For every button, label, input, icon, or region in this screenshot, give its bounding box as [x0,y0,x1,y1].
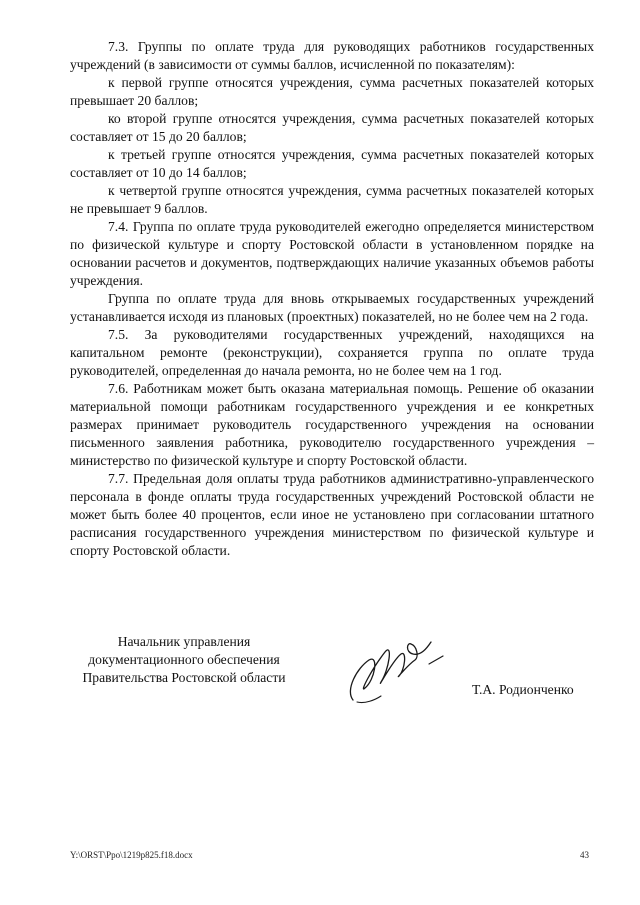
paragraph-7-7: 7.7. Предельная доля оплаты труда работников административно-управленческого персонала в фонде оплаты труда государственных учреждений Ростовской области не может быть более 40 процентов, если иное не установлено при согласовании штатного расписания государственного учреждения министерством по физической культуре и спорту Ростовской области. [70,471,594,558]
document-body [70,38,594,560]
paragraph-7-3-group-3: к третьей группе относятся учреждения, сумма расчетных показателей которых составляет от 10 до 14 баллов; [70,147,594,180]
paragraph-7-5: 7.5. За руководителями государственных учреждений, находящихся на капитальном ремонте (реконструкции), сохраняется группа по оплате труда руководителей, определенная до начала ремонта, но не более чем на 1 год. [70,327,594,378]
signatory-position [68,633,300,687]
paragraph-7-6: 7.6. Работникам может быть оказана материальная помощь. Решение об оказании материальной помощи работникам государственного учреждения и ее конкретных размерах принимает руководитель государственного учреждения на основании письменного заявления работника, руководителю государственного учреждения – министерство по физической культуре и спорту Ростовской области. [70,381,594,468]
paragraph-7-3-group-2: ко второй группе относятся учреждения, сумма расчетных показателей которых составляет от 15 до 20 баллов; [70,111,594,144]
signatory-position-line: Правительства Ростовской области [82,670,286,685]
footer-file-path: Y:\ORST\Ppo\1219p825.f18.docx [70,850,193,860]
paragraph-7-4: 7.4. Группа по оплате труда руководителей ежегодно определяется министерством по физической культуре и спорту Ростовской области в установленном порядке на основании расчетов и документов, подтверждающих наличие указанных объемов работы учреждения. [70,219,594,288]
signatory-position-line: Начальник управления [117,634,251,649]
paragraph-7-3-group-4: к четвертой группе относятся учреждения, сумма расчетных показателей которых не превышает 9 баллов. [70,183,594,216]
paragraph-7-4-new: Группа по оплате труда для вновь открываемых государственных учреждений устанавливается исходя из плановых (проектных) показателей, но не более чем на 2 года. [70,291,594,324]
handwritten-signature [335,630,455,710]
signatory-name: Т.А. Родионченко [472,682,574,697]
paragraph-7-3-group-1: к первой группе относятся учреждения, сумма расчетных показателей которых превышает 20 баллов; [70,75,594,108]
page-number: 43 [580,850,589,860]
signatory-position-line: документационного обеспечения [88,652,280,667]
paragraph-7-3: 7.3. Группы по оплате труда для руководящих работников государственных учреждений (в зависимости от суммы баллов, исчисленной по показателям): [70,39,594,72]
